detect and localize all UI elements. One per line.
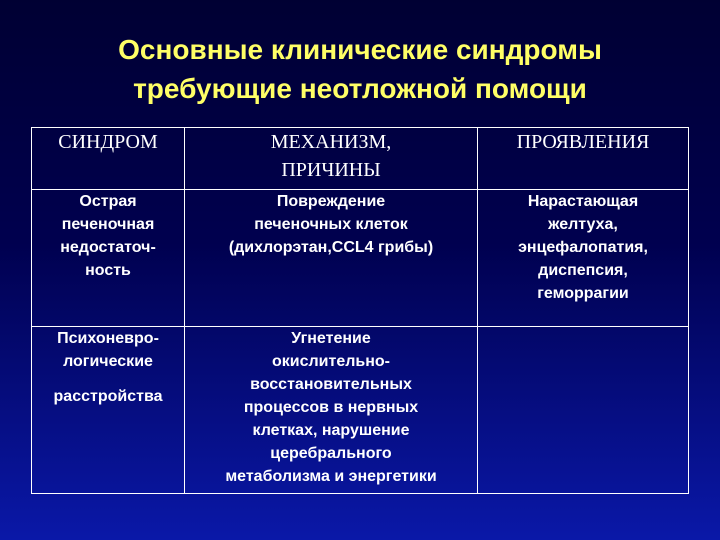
slide-title — [0, 30, 720, 108]
cell-syndrome: Психоневро- логические расстройства — [32, 327, 185, 494]
title-line-2: требующие неотложной помощи — [133, 73, 587, 104]
cell-manifestations: Нарастающая желтуха, энцефалопатия, диспепсия, геморрагии — [478, 190, 689, 327]
header-syndrome: СИНДРОМ — [32, 128, 185, 190]
table-header-row — [32, 128, 689, 190]
title-line-1: Основные клинические синдромы — [118, 34, 602, 65]
header-manifestations: ПРОЯВЛЕНИЯ — [478, 128, 689, 190]
syndromes-table — [31, 127, 689, 494]
cell-mechanism: Угнетение окислительно- восстановительных процессов в нервных клетках, нарушение церебрального метаболизма и энергетики — [185, 327, 478, 494]
cell-syndrome: Острая печеночная недостаточ- ность — [32, 190, 185, 327]
table-row — [32, 327, 689, 494]
cell-mechanism: Повреждение печеночных клеток (дихлорэтан,CCL4 грибы) — [185, 190, 478, 327]
cell-manifestations-empty — [478, 327, 689, 494]
table-row — [32, 190, 689, 327]
header-mechanism: МЕХАНИЗМ, ПРИЧИНЫ — [185, 128, 478, 190]
